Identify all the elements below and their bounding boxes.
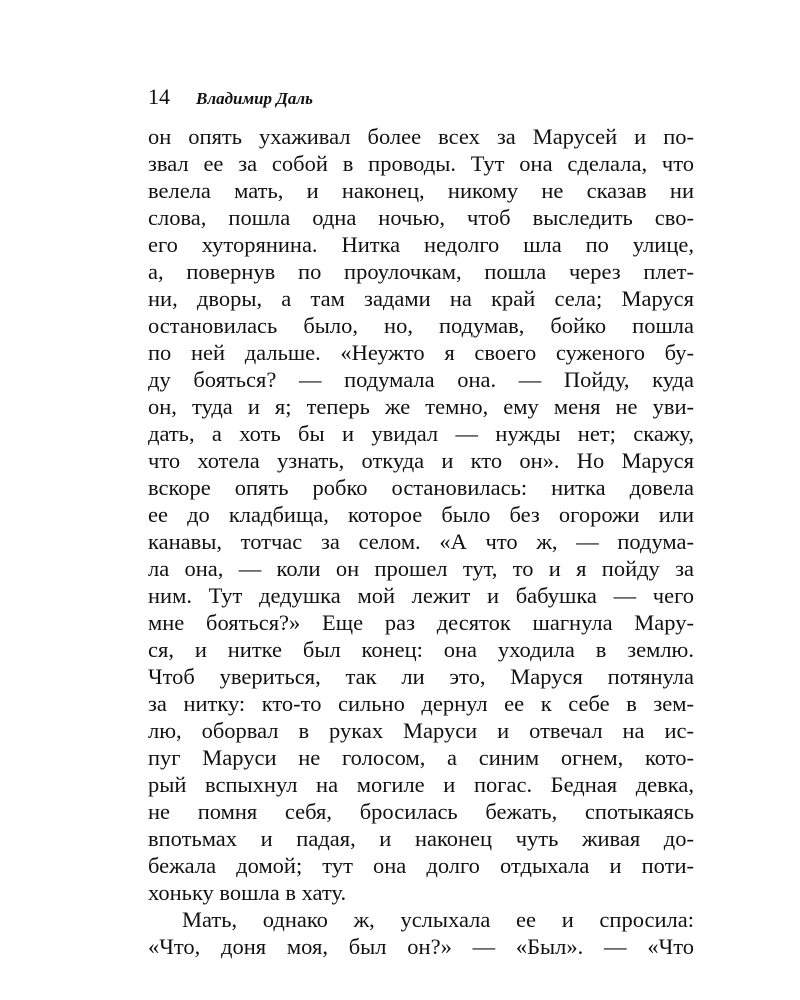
text-line: «Что, доня моя, был он?» — «Был». — «Что (148, 934, 694, 959)
text-line: бежала домой; тут она долго отдыхала и поти- (148, 853, 694, 878)
text-line: он опять ухаживал более всех за Марусей и по- (148, 124, 694, 149)
text-line: пуг Маруси не голосом, а синим огнем, кото- (148, 745, 694, 770)
text-line: по ней дальше. «Неужто я своего суженого бу- (148, 340, 694, 365)
text-line: не помня себя, бросилась бежать, спотыкаясь (148, 799, 694, 824)
text-line: канавы, тотчас за селом. «А что ж, — подума- (148, 529, 694, 554)
text-line: ся, и нитке был конец: она уходила в землю. (148, 637, 694, 662)
text-line: остановилась было, но, подумав, бойко пошла (148, 313, 694, 338)
paragraph-last-line: хоньку вошла в хату. (148, 880, 347, 905)
text-line: впотьмах и падая, и наконец чуть живая до- (148, 826, 694, 851)
text-line: слова, пошла одна ночью, чтоб выследить сво- (148, 205, 694, 230)
text-line: велела мать, и наконец, никому не сказав ни (148, 178, 694, 203)
text-line: ним. Тут дедушка мой лежит и бабушка — чего (148, 583, 694, 608)
page-number: 14 (148, 84, 170, 109)
text-line: а, повернув по проулочкам, пошла через плет- (148, 259, 694, 284)
text-line: ду бояться? — подумала она. — Пойду, куда (148, 367, 694, 392)
paragraph-first-line: Мать, однако ж, услыхала ее и спросила: (182, 907, 694, 932)
book-author: Владимир Даль (196, 89, 313, 108)
body-text (148, 123, 694, 960)
text-line: он, туда и я; теперь же темно, ему меня не уви- (148, 394, 694, 419)
text-line: лю, оборвал в руках Маруси и отвечал на ис- (148, 718, 694, 743)
text-line: ла она, — коли он прошел тут, то и я пойду за (148, 556, 694, 581)
running-head (148, 80, 313, 114)
text-line: его хуторянина. Нитка недолго шла по улице, (148, 232, 694, 257)
text-line: дать, а хоть бы и увидал — нужды нет; скажу, (148, 421, 694, 446)
text-line: мне бояться?» Еще раз десяток шагнула Мару- (148, 610, 694, 635)
text-line: что хотела узнать, откуда и кто он». Но Маруся (148, 448, 694, 473)
text-line: за нитку: кто-то сильно дернул ее к себе в зем- (148, 691, 694, 716)
text-line: вскоре опять робко остановилась: нитка довела (148, 475, 694, 500)
text-line: ее до кладбища, которое было без огорожи или (148, 502, 694, 527)
text-line: Чтоб увериться, так ли это, Маруся потянула (148, 664, 694, 689)
text-line: рый вспыхнул на могиле и погас. Бедная девка, (148, 772, 694, 797)
text-line: ни, дворы, а там задами на край села; Маруся (148, 286, 694, 311)
text-line: звал ее за собой в проводы. Тут она сделала, что (148, 151, 694, 176)
